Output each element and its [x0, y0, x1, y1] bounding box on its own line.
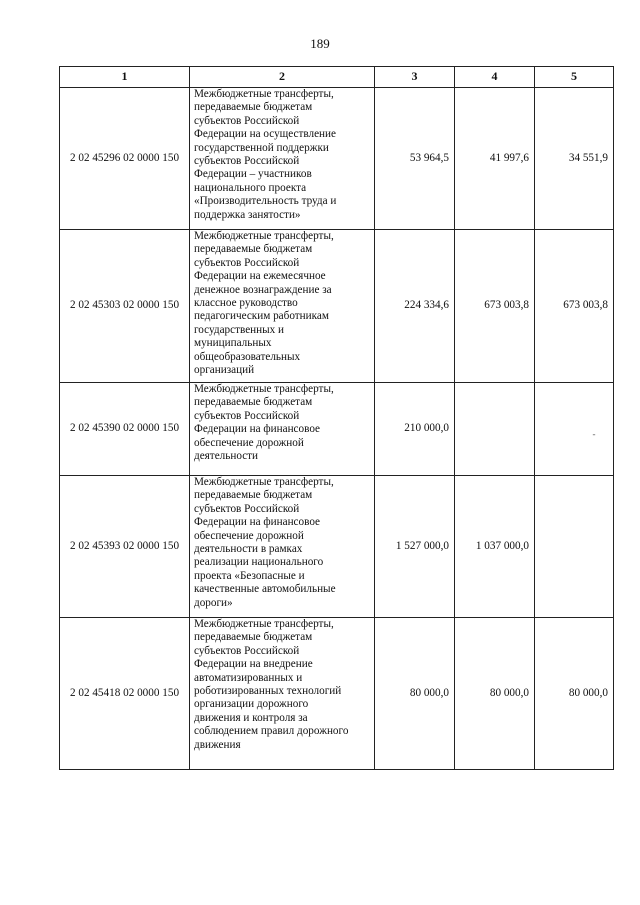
description-line: субъектов Российской: [194, 256, 300, 269]
amount-cell-col-5: [535, 476, 614, 618]
description-line: Федерации на осуществление: [194, 128, 337, 141]
description-line: обеспечение дорожной: [194, 436, 304, 449]
description-line: обеспечение дорожной: [194, 529, 304, 542]
description-line: Федерации на финансовое: [194, 516, 321, 529]
description-line: Межбюджетные трансферты,: [194, 383, 334, 395]
amount-cell-col-3: 53 964,5: [375, 88, 455, 230]
description-line: национального проекта: [194, 181, 307, 194]
description-line: субъектов Российской: [194, 114, 300, 127]
budget-code-cell: 2 02 45393 02 0000 150: [60, 476, 190, 618]
description-line: Федерации на финансовое: [194, 423, 321, 436]
description-line: Межбюджетные трансферты,: [194, 88, 334, 100]
page-number: 189: [310, 36, 330, 51]
description-line: организации дорожного: [194, 698, 309, 711]
budget-code-cell: 2 02 45390 02 0000 150: [60, 383, 190, 476]
description-line: дороги»: [194, 596, 233, 609]
description-line: общеобразовательных: [194, 350, 301, 363]
amount-cell-col-5: [535, 383, 614, 476]
description-line: Межбюджетные трансферты,: [194, 476, 334, 488]
description-line: субъектов Российской: [194, 502, 300, 515]
budget-code-cell: 2 02 45418 02 0000 150: [60, 618, 190, 770]
description-line: денежное вознаграждение за: [194, 283, 332, 296]
description-line: муниципальных: [194, 337, 272, 350]
amount-cell-col-5: 80 000,0: [535, 618, 614, 770]
description-line: «Производительность труда и: [194, 195, 337, 208]
description-line: роботизированных технологий: [194, 685, 342, 698]
amount-cell-col-4: 1 037 000,0: [455, 476, 535, 618]
description-line: поддержка занятости»: [194, 208, 301, 221]
description-cell: [190, 230, 375, 383]
amount-cell-col-4: 673 003,8: [455, 230, 535, 383]
budget-table: [59, 66, 614, 770]
amount-cell-col-3: 80 000,0: [375, 618, 455, 770]
description-line: реализации национального: [194, 556, 324, 569]
description-line: движения: [194, 738, 241, 751]
amount-cell-col-4: [455, 383, 535, 476]
description-line: деятельности в рамках: [194, 543, 303, 556]
description-line: Федерации на ежемесячное: [194, 270, 326, 283]
budget-code-cell: 2 02 45303 02 0000 150: [60, 230, 190, 383]
description-line: проекта «Безопасные и: [194, 569, 305, 582]
amount-cell-col-5: 673 003,8: [535, 230, 614, 383]
table-row: [60, 230, 614, 383]
description-line: Федерации – участников: [194, 168, 312, 181]
header-row: [60, 67, 614, 88]
table-row: [60, 476, 614, 618]
amount-cell-col-3: 224 334,6: [375, 230, 455, 383]
description-line: субъектов Российской: [194, 409, 300, 422]
amount-cell-col-4: 41 997,6: [455, 88, 535, 230]
empty-value-dash: -: [592, 429, 596, 440]
description-line: передаваемые бюджетам: [194, 243, 313, 256]
col-header-5: 5: [535, 67, 614, 88]
table-row: [60, 618, 614, 770]
description-line: Межбюджетные трансферты,: [194, 618, 334, 630]
description-line: Межбюджетные трансферты,: [194, 230, 334, 242]
amount-cell-col-3: 1 527 000,0: [375, 476, 455, 618]
description-line: передаваемые бюджетам: [194, 631, 313, 644]
amount-cell-col-5: 34 551,9: [535, 88, 614, 230]
description-line: передаваемые бюджетам: [194, 101, 313, 114]
description-cell: [190, 383, 375, 476]
description-line: Федерации на внедрение: [194, 658, 313, 671]
description-line: движения и контроля за: [194, 711, 308, 724]
description-line: соблюдением правил дорожного: [194, 725, 349, 738]
table-row: [60, 88, 614, 230]
description-line: деятельности: [194, 450, 259, 463]
description-cell: [190, 476, 375, 618]
description-line: организаций: [194, 364, 255, 377]
col-header-3: 3: [375, 67, 455, 88]
description-line: субъектов Российской: [194, 155, 300, 168]
table-row: [60, 383, 614, 476]
budget-code-cell: 2 02 45296 02 0000 150: [60, 88, 190, 230]
description-line: педагогическим работникам: [194, 310, 329, 323]
col-header-4: 4: [455, 67, 535, 88]
description-line: государственных и: [194, 323, 285, 336]
description-line: качественные автомобильные: [194, 583, 336, 596]
description-line: автоматизированных и: [194, 671, 303, 684]
amount-cell-col-4: 80 000,0: [455, 618, 535, 770]
description-cell: [190, 618, 375, 770]
description-line: передаваемые бюджетам: [194, 489, 313, 502]
col-header-1: 1: [60, 67, 190, 88]
description-cell: [190, 88, 375, 230]
col-header-2: 2: [190, 67, 375, 88]
description-line: субъектов Российской: [194, 644, 300, 657]
description-line: классное руководство: [194, 297, 298, 310]
description-line: передаваемые бюджетам: [194, 396, 313, 409]
description-line: государственной поддержки: [194, 141, 329, 154]
amount-cell-col-3: 210 000,0: [375, 383, 455, 476]
